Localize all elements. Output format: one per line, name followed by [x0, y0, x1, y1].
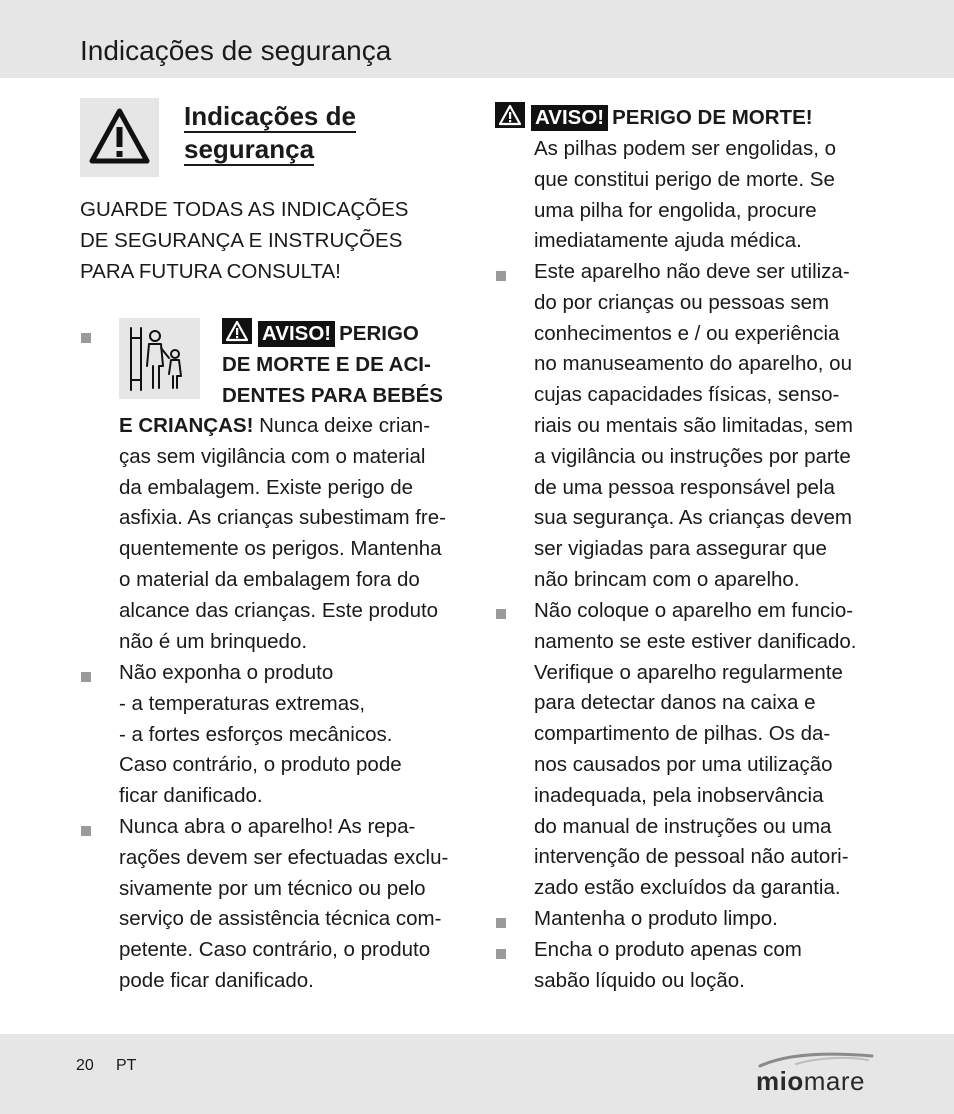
body-line: o material da embalagem fora do — [119, 567, 420, 591]
page-number: 20 — [76, 1057, 94, 1074]
bullet-marker — [496, 609, 506, 619]
body-line: zado estão excluídos da garantia. — [534, 876, 841, 900]
body-line: riais ou mentais são limitadas, sem — [534, 413, 854, 437]
aviso-badge: AVISO! — [258, 321, 335, 347]
body-line: Caso contrário, o produto pode — [119, 753, 402, 777]
section-title-line2: segurança — [184, 134, 315, 164]
body-line: ças sem vigilância com o material — [119, 444, 426, 468]
logo-light-part: mare — [803, 1066, 865, 1096]
body-line: cujas capacidades físicas, senso- — [534, 383, 840, 407]
body-line: que constitui perigo de morte. Se — [534, 167, 835, 191]
body-line: Não exponha o produto — [119, 661, 334, 684]
bullet-marker — [81, 826, 91, 836]
section-title-line1: Indicações de — [184, 101, 356, 131]
body-line: Este aparelho não deve ser utiliza- — [534, 260, 850, 283]
body-line: de uma pessoa responsável pela — [534, 475, 835, 499]
bullet-marker — [81, 672, 91, 682]
body-line: Encha o produto apenas com — [534, 938, 802, 961]
body-line: namento se este estiver danificado. — [534, 629, 857, 653]
body-line: no manuseamento do aparelho, ou — [534, 352, 852, 376]
body-line: ficar danificado. — [119, 784, 263, 808]
warning1-head — [222, 318, 472, 411]
body-line: As pilhas podem ser engolidas, o — [534, 137, 836, 160]
body-line: alcance das crianças. Este produto — [119, 598, 439, 622]
warning2-head-text: PERIGO DE MORTE! — [612, 106, 813, 129]
warning1-text-line: Nunca deixe crian- — [253, 414, 431, 437]
body-line: serviço de assistência técnica com- — [119, 907, 442, 931]
body-line: nos causados por uma utilização — [534, 752, 833, 776]
body-line: imediatamente ajuda médica. — [534, 229, 802, 253]
bullet2-text — [119, 658, 469, 812]
bullet3-text — [119, 812, 469, 997]
warning-triangle-icon — [80, 98, 159, 177]
body-line: da embalagem. Existe perigo de — [119, 475, 414, 499]
body-line: - a temperaturas extremas, — [119, 691, 366, 715]
warning-triangle-icon — [222, 318, 252, 344]
body-line: conhecimentos e / ou experiência — [534, 321, 840, 345]
body-line: sabão líquido ou loção. — [534, 968, 745, 992]
body-line: Não coloque o aparelho em funcio- — [534, 599, 854, 622]
aviso-badge: AVISO! — [531, 105, 608, 131]
body-line: do por crianças ou pessoas sem — [534, 290, 830, 314]
brand-logo — [756, 1050, 874, 1098]
warning1-body — [119, 411, 469, 657]
section-title — [184, 100, 464, 166]
bullet-r3-text — [534, 904, 884, 935]
body-line: rações devem ser efectuadas exclu- — [119, 845, 449, 869]
page-title: Indicações de segurança — [80, 35, 392, 66]
body-line: ser vigiadas para assegurar que — [534, 537, 827, 561]
child-safety-icon — [119, 318, 200, 399]
warning1-head-line: DE MORTE E DE ACI- — [222, 352, 431, 376]
bullet-marker — [81, 333, 91, 343]
warning2-head — [495, 102, 885, 134]
body-line: - a fortes esforços mecânicos. — [119, 722, 393, 746]
body-line: asfixia. As crianças subestimam fre- — [119, 506, 446, 530]
body-line: compartimento de pilhas. Os da- — [534, 722, 831, 746]
bullet-r2-text — [534, 596, 884, 904]
warning-triangle-icon — [495, 102, 525, 128]
logo-wordmark — [756, 1066, 865, 1097]
body-line: pode ficar danificado. — [119, 968, 314, 992]
warning1-head-line: E CRIANÇAS! — [119, 414, 254, 437]
intro-caps — [80, 195, 470, 287]
bullet-r4-text — [534, 935, 884, 997]
bullet-marker — [496, 949, 506, 959]
body-line: inadequada, pela inobservância — [534, 783, 824, 807]
body-line: Nunca abra o aparelho! As repa- — [119, 815, 416, 838]
warning1-head-line: PERIGO — [339, 322, 419, 345]
body-line: intervenção de pessoal não autori- — [534, 845, 849, 869]
body-line: Verifique o aparelho regularmente — [534, 660, 843, 684]
body-line: não é um brinquedo. — [119, 629, 308, 653]
logo-bold-part: mio — [756, 1066, 804, 1096]
warning1-head-line: DENTES PARA BEBÉS — [222, 383, 443, 407]
body-line: uma pilha for engolida, procure — [534, 198, 817, 222]
warning2-body — [534, 134, 884, 257]
body-line: Mantenha o produto limpo. — [534, 907, 778, 930]
body-line: petente. Caso contrário, o produto — [119, 938, 431, 962]
bullet-marker — [496, 271, 506, 281]
body-line: quentemente os perigos. Mantenha — [119, 537, 442, 561]
body-line: não brincam com o aparelho. — [534, 567, 800, 591]
bullet-r1-text — [534, 257, 884, 596]
intro-line: GUARDE TODAS AS INDICAÇÕES — [80, 198, 409, 221]
body-line: a vigilância ou instruções por parte — [534, 444, 851, 468]
body-line: sua segurança. As crianças devem — [534, 506, 852, 530]
intro-line: PARA FUTURA CONSULTA! — [80, 259, 341, 283]
intro-line: DE SEGURANÇA E INSTRUÇÕES — [80, 228, 403, 252]
body-line: sivamente por um técnico ou pelo — [119, 876, 426, 900]
body-line: do manual de instruções ou uma — [534, 814, 832, 838]
body-line: para detectar danos na caixa e — [534, 691, 816, 715]
language-code: PT — [116, 1057, 137, 1074]
bullet-marker — [496, 918, 506, 928]
